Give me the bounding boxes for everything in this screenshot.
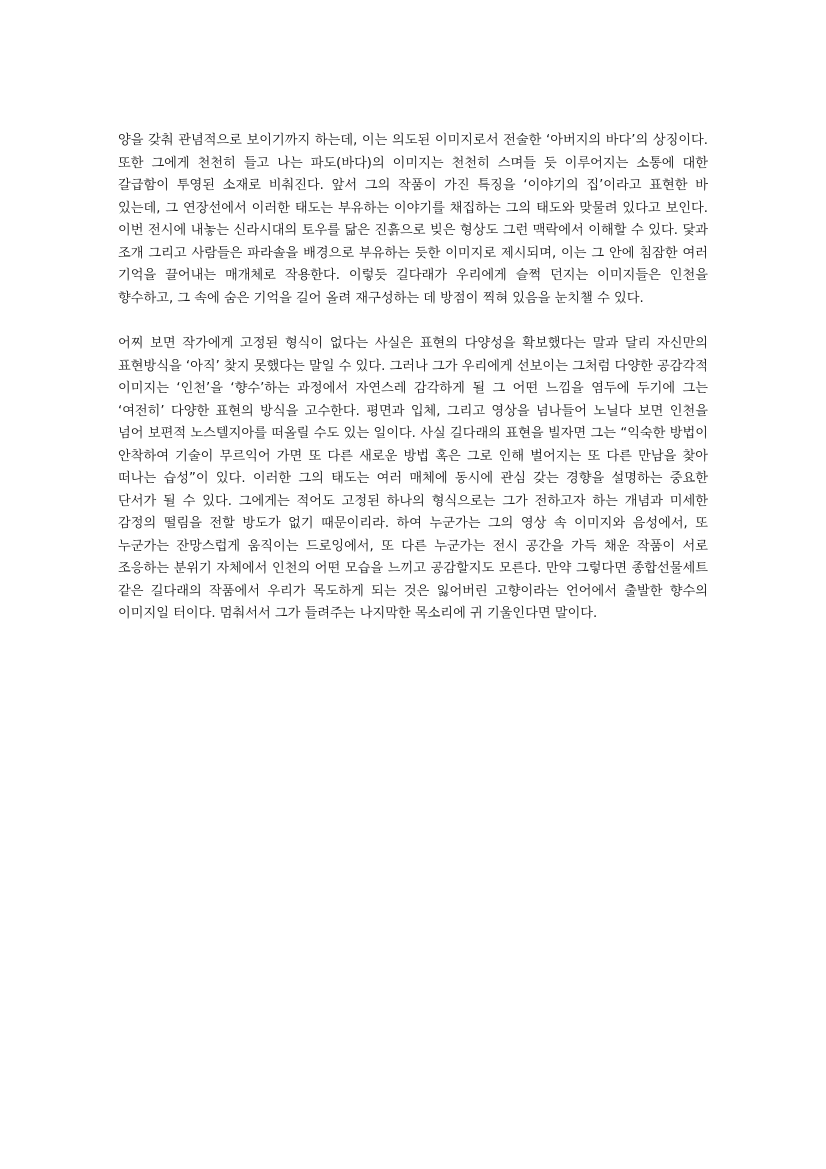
paragraph-1: 양을 갖춰 관념적으로 보이기까지 하는데, 이는 의도된 이미지로서 전술한 ‘아버지의 바다’의 상징이다. 또한 그에게 천천히 들고 나는 파도(바다)의 이미지는 천천히 스며들 듯 이루어지는 소통에 대한 갈급함이 투영된 소재로 비춰진다. 앞서 그의 작품이 가진 특징을 ‘이야기의 집’이라고 표현한 바 있는데, 그 연장선에서 이러한 태도는 부유하는 이야기를 채집하는 그의 태도와 맞물려 있다고 보인다. 이번 전시에 내놓는 신라시대의 토우를 닮은 진흙으로 빚은 형상도 그런 맥락에서 이해할 수 있다. 닻과 조개 그리고 사람들은 파라솔을 배경으로 부유하는 듯한 이미지로 제시되며, 이는 그 안에 침잠한 여러 기억을 끌어내는 매개체로 작용한다. 이렇듯 길다래가 우리에게 슬쩍 던지는 이미지들은 인천을 향수하고, 그 속에 숨은 기억을 길어 올려 재구성하는 데 방점이 찍혀 있음을 눈치챌 수 있다. [118, 133, 708, 306]
paragraph-spacer [118, 310, 708, 333]
paragraph-2: 어찌 보면 작가에게 고정된 형식이 없다는 사실은 표현의 다양성을 확보했다는 말과 달리 자신만의 표현방식을 ‘아직’ 찾지 못했다는 말일 수 있다. 그러나 그가 우리에게 선보이는 그처럼 다양한 공감각적 이미지는 ‘인천’을 ‘향수’하는 과정에서 자연스레 감각하게 될 그 어떤 느낌을 염두에 두기에 그는 ‘여전히’ 다양한 표현의 방식을 고수한다. 평면과 입체, 그리고 영상을 넘나들어 노닐다 보면 인천을 넘어 보편적 노스텔지아를 떠올릴 수도 있는 일이다. 사실 길다래의 표현을 빌자면 그는 “익숙한 방법이 안착하여 기술이 무르익어 가면 또 다른 새로운 방법 혹은 그로 인해 벌어지는 또 다른 만남을 찾아 떠나는 습성”이 있다. 이러한 그의 태도는 여러 매체에 동시에 관심 갖는 경향을 설명하는 중요한 단서가 될 수 있다. 그에게는 적어도 고정된 하나의 형식으로는 그가 전하고자 하는 개념과 미세한 감정의 떨림을 전할 방도가 없기 때문이리라. 하여 누군가는 그의 영상 속 이미지와 음성에서, 또 누군가는 잔망스럽게 움직이는 드로잉에서, 또 다른 누군가는 전시 공간을 가득 채운 작품이 서로 조응하는 분위기 자체에서 인천의 어떤 모습을 느끼고 공감할지도 모른다. 만약 그렇다면 종합선물세트 같은 길다래의 작품에서 우리가 목도하게 되는 것은 잃어버린 고향이라는 언어에서 출발한 향수의 이미지일 터이다. 멈춰서서 그가 들려주는 나지막한 목소리에 귀 기울인다면 말이다. [118, 336, 708, 621]
body-text [118, 130, 708, 626]
